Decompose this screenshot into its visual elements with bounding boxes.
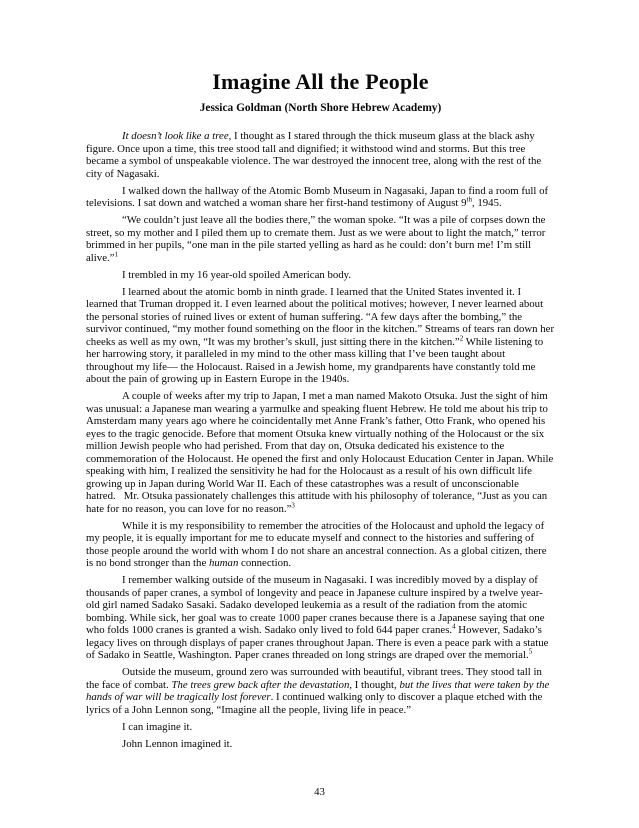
text-run: . I continued walking only to discover a plaque etched with the lyrics of a John Lennon song, “Imagine all the people, living life in peace.” bbox=[86, 691, 543, 716]
essay-body bbox=[86, 130, 555, 750]
text-run: While listening to her harrowing story, it paralleled in my mind to the other mass killing that I’ve been taught about throughout my life— the Holocaust. Raised in a Jewish home, my grandparents have constantly told me about the pain of growing up in Eastern Europe in the 1940s. bbox=[86, 335, 544, 385]
essay-paragraph bbox=[86, 738, 555, 751]
text-run: I can imagine it. bbox=[122, 720, 193, 733]
essay-paragraph bbox=[86, 574, 555, 662]
footnote-marker: 1 bbox=[114, 249, 118, 258]
text-run: , I thought, bbox=[349, 678, 400, 691]
italic-run: It doesn’t look like a tree bbox=[122, 130, 229, 142]
page-number: 43 bbox=[314, 786, 325, 798]
text-run: I trembled in my 16 year-old spoiled American body. bbox=[122, 268, 352, 281]
text-run: John Lennon imagined it. bbox=[122, 737, 233, 750]
essay-paragraph bbox=[86, 520, 555, 570]
text-run: I learned about the atomic bomb in ninth grade. I learned that the United States invented it. I learned that Truman dropped it. I even learned about the political motives; however, I never learned about the personal stories of ruined lives or extent of human suffering. “A few days after the bombing,” the survivor continued, “my mother found something on the floor in the kitchen.” Streams of tears ran down her cheeks as well as my own, “It was my brother’s skull, just sitting there in the kitchen.” bbox=[86, 285, 555, 348]
footnote-marker: 4 bbox=[452, 622, 456, 631]
italic-run: but the lives that were taken by the hands of war will be tragically lost forever bbox=[86, 678, 550, 703]
text-run: , 1945. bbox=[471, 197, 502, 209]
italic-run: human bbox=[208, 557, 239, 569]
essay-paragraph bbox=[86, 390, 555, 515]
essay-paragraph bbox=[86, 666, 555, 716]
essay-paragraph bbox=[86, 721, 555, 734]
text-run: connection. bbox=[238, 557, 292, 569]
essay-paragraph bbox=[86, 130, 555, 180]
text-run: , I thought as I stared through the thick museum glass at the black ashy figure. Once upon a time, this tree stood tall and dignified; it withstood wind and storms. But this tree became a symbol of unspeakable violence. The war destroyed the innocent tree, along with the rest of the city of Nagasaki. bbox=[86, 130, 542, 180]
text-run: I remember walking outside of the museum in Nagasaki. I was incredibly moved by a display of thousands of paper cranes, a symbol of longevity and peace in Japanese culture inspired by a twelve year-old girl named Sadako Sasaki. Sadako developed leukemia as a result of the radiation from the atomic bombing. While sick, her goal was to create 1000 paper cranes because there is a Japanese saying that one who folds 1000 cranes is granted a wish. Sadako only lived to fold 644 paper cranes. bbox=[86, 574, 545, 636]
text-run: “We couldn’t just leave all the bodies there,” the woman spoke. “It was a pile of corpses down the street, so my mother and I piled them up to cremate them. Just as we were about to light the match,” terror brimmed in her pupils, “one man in the pile started yelling as hard as he could: don’t burn me! I’m still alive.” bbox=[86, 214, 546, 264]
text-run: While it is my responsibility to remember the atrocities of the Holocaust and uphold the legacy of my people, it is equally important for me to educate myself and connect to the histories and suffering of those people around the world with whom I do not share an ancestral connection. As a global citizen, there is no bond stronger than the bbox=[86, 519, 547, 569]
text-run: I walked down the hallway of the Atomic Bomb Museum in Nagasaki, Japan to find a room full of televisions. I sat down and watched a woman share her first-hand testimony of August 9 bbox=[86, 184, 549, 209]
essay-paragraph bbox=[86, 286, 555, 386]
footnote-marker: 3 bbox=[291, 500, 295, 509]
page-title: Imagine All the People bbox=[212, 69, 429, 94]
text-run: However, Sadako’s legacy lives on through displays of paper cranes throughout Japan. There is even a peace park with a statue of Sadako in Seattle, Washington. Paper cranes threaded on long strings are draped over the memorial. bbox=[86, 624, 549, 661]
footnote-marker: 2 bbox=[459, 333, 464, 342]
essay-paragraph bbox=[86, 214, 555, 264]
ordinal-suffix: th bbox=[466, 195, 472, 204]
text-run: Outside the museum, ground zero was surrounded with beautiful, vibrant trees. They stood tall in the face of combat. bbox=[86, 666, 542, 691]
essay-paragraph bbox=[86, 185, 555, 210]
text-run: A couple of weeks after my trip to Japan, I met a man named Makoto Otsuka. Just the sight of him was unusual: a Japanese man wearing a yarmulke and speaking fluent Hebrew. He told me about his trip to Amsterdam many years ago where he coincidentally met Anne Frank’s father, Otto Frank, who opened his eyes to the tragic genocide. Before that moment Otsuka knew virtually nothing of the Holocaust or the six million Jewish people who had perished. From that day on, Otsuka dedicated his existence to the commemoration of the Holocaust. He opened the first and only Holocaust Education Center in Japan. While speaking with him, I realized the sensitivity he had for the Holocaust as a result of his own difficult life growing up in Japan during World War II. Each of these catastrophes was a result of unconscionable hatred. Mr. Otsuka passionately challenges this attitude with his philosophy of tolerance, “Just as you can hate for no reason, you can love for no reason.” bbox=[86, 390, 554, 515]
italic-run: The trees grew back after the devastation bbox=[171, 678, 350, 691]
byline: Jessica Goldman (North Shore Hebrew Academy) bbox=[199, 102, 442, 114]
footnote-marker: 5 bbox=[528, 647, 533, 656]
essay-paragraph bbox=[86, 269, 555, 282]
